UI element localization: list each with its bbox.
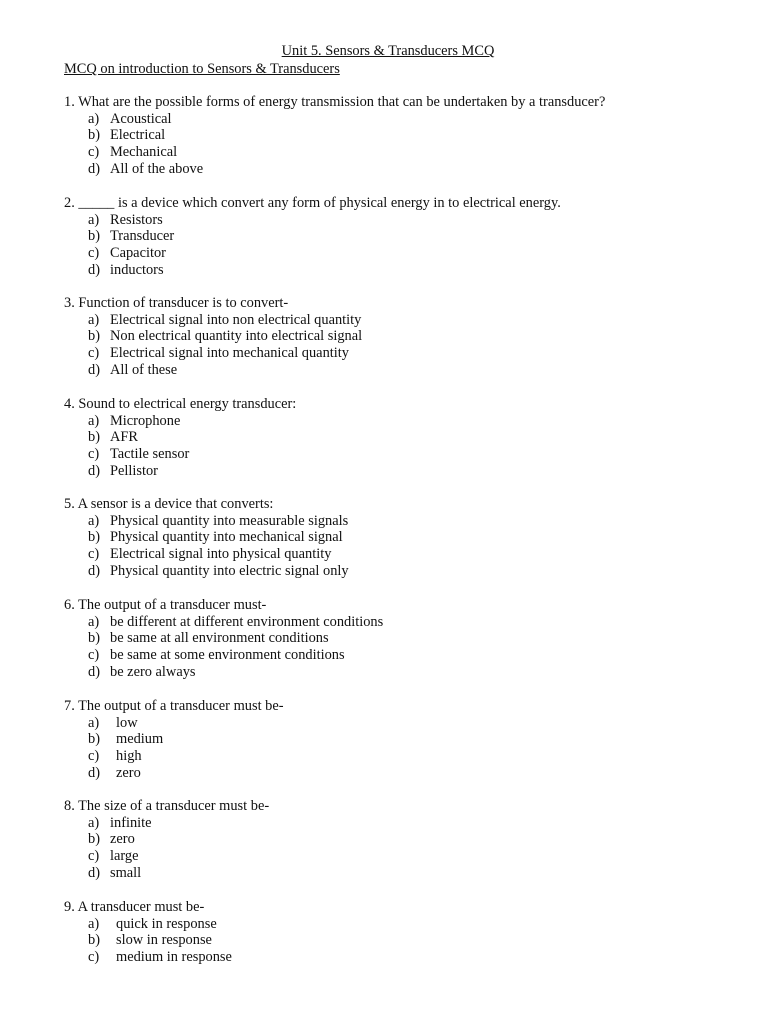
question-text: 2. _____ is a device which convert any form of physical energy in to electrical energy.	[64, 195, 561, 211]
question-text: 4. Sound to electrical energy transducer:	[64, 396, 297, 412]
option-text: Pellistor	[110, 462, 158, 479]
option-letter: d)	[88, 864, 100, 881]
option-text: quick in response	[116, 915, 217, 932]
option-list	[64, 916, 232, 966]
question-7	[64, 698, 284, 782]
option-c	[64, 446, 296, 463]
option-text: Acoustical	[110, 110, 172, 127]
option-text: infinite	[110, 814, 152, 831]
option-letter: c)	[88, 345, 100, 362]
option-text: Physical quantity into mechanical signal	[110, 529, 343, 546]
option-b	[64, 228, 561, 245]
option-d	[64, 865, 269, 882]
option-text: large	[110, 848, 139, 865]
option-b	[64, 831, 269, 848]
question-6	[64, 597, 383, 681]
option-text: zero	[110, 831, 135, 848]
option-letter: b)	[88, 831, 100, 848]
option-text: inductors	[110, 261, 164, 278]
option-a	[64, 513, 349, 530]
option-text: Electrical signal into non electrical quantity	[110, 311, 362, 328]
option-text: Capacitor	[110, 245, 166, 262]
option-c	[64, 647, 383, 664]
option-letter: b)	[88, 127, 100, 144]
option-c	[64, 245, 561, 262]
option-letter: a)	[88, 512, 100, 529]
option-letter: d)	[88, 462, 100, 479]
option-letter: b)	[88, 328, 100, 345]
question-3	[64, 295, 362, 379]
option-text: small	[110, 864, 142, 881]
option-text: AFR	[110, 429, 138, 446]
option-letter: b)	[88, 630, 100, 647]
option-letter: a)	[88, 311, 100, 328]
option-letter: b)	[88, 731, 100, 748]
option-letter: d)	[88, 361, 100, 378]
option-text: high	[116, 748, 142, 765]
option-d	[64, 463, 296, 480]
question-text: 6. The output of a transducer must-	[64, 597, 267, 613]
question-8	[64, 798, 269, 882]
option-b	[64, 127, 605, 144]
option-letter: b)	[88, 429, 100, 446]
option-text: Microphone	[110, 412, 181, 429]
option-d	[64, 362, 362, 379]
question-text: 7. The output of a transducer must be-	[64, 698, 284, 714]
option-list	[64, 212, 561, 279]
option-text: Electrical signal into mechanical quantity	[110, 345, 349, 362]
option-d	[64, 161, 605, 178]
option-letter: a)	[88, 412, 100, 429]
option-b	[64, 731, 284, 748]
option-letter: c)	[88, 245, 100, 262]
option-text: Electrical signal into physical quantity	[110, 546, 332, 563]
question-text: 8. The size of a transducer must be-	[64, 798, 270, 814]
option-c	[64, 546, 349, 563]
question-5	[64, 496, 349, 580]
option-b	[64, 932, 232, 949]
option-letter: a)	[88, 613, 100, 630]
option-d	[64, 262, 561, 279]
option-letter: b)	[88, 529, 100, 546]
document-subtitle: MCQ on introduction to Sensors & Transducers	[64, 61, 340, 77]
option-b	[64, 429, 296, 446]
option-c	[64, 144, 605, 161]
option-list	[64, 715, 284, 782]
option-d	[64, 664, 383, 681]
option-list	[64, 111, 605, 178]
option-text: Non electrical quantity into electrical signal	[110, 328, 363, 345]
option-text: Physical quantity into measurable signals	[110, 512, 349, 529]
option-letter: a)	[88, 211, 100, 228]
option-list	[64, 413, 296, 480]
question-text: 9. A transducer must be-	[64, 899, 205, 915]
option-text: be zero always	[110, 663, 196, 680]
option-letter: c)	[88, 144, 100, 161]
option-list	[64, 815, 269, 882]
option-text: Mechanical	[110, 144, 178, 161]
option-a	[64, 312, 362, 329]
option-letter: c)	[88, 446, 100, 463]
question-2	[64, 195, 561, 279]
option-text: low	[116, 714, 138, 731]
option-letter: d)	[88, 663, 100, 680]
option-letter: c)	[88, 647, 100, 664]
option-b	[64, 630, 383, 647]
option-letter: a)	[88, 110, 100, 127]
option-a	[64, 413, 296, 430]
option-letter: a)	[88, 814, 100, 831]
option-letter: c)	[88, 748, 100, 765]
document-title: Unit 5. Sensors & Transducers MCQ	[281, 43, 495, 59]
option-letter: d)	[88, 562, 100, 579]
option-letter: d)	[88, 160, 100, 177]
option-a	[64, 212, 561, 229]
option-a	[64, 815, 269, 832]
option-c	[64, 848, 269, 865]
option-c	[64, 949, 232, 966]
option-text: slow in response	[116, 932, 212, 949]
option-text: All of the above	[110, 160, 204, 177]
option-list	[64, 312, 362, 379]
option-d	[64, 765, 284, 782]
option-text: Transducer	[110, 228, 175, 245]
option-text: Physical quantity into electric signal only	[110, 562, 349, 579]
option-text: medium	[116, 731, 164, 748]
option-a	[64, 614, 383, 631]
option-list	[64, 614, 383, 681]
question-text: 1. What are the possible forms of energy transmission that can be undertaken by a transducer?	[64, 94, 606, 110]
option-d	[64, 563, 349, 580]
option-list	[64, 513, 349, 580]
option-letter: b)	[88, 228, 100, 245]
question-9	[64, 899, 232, 966]
question-1	[64, 94, 605, 178]
option-text: be different at different environment conditions	[110, 613, 384, 630]
option-letter: d)	[88, 261, 100, 278]
option-text: Electrical	[110, 127, 166, 144]
option-text: Resistors	[110, 211, 163, 228]
option-a	[64, 916, 232, 933]
option-letter: c)	[88, 546, 100, 563]
option-c	[64, 748, 284, 765]
option-c	[64, 345, 362, 362]
option-a	[64, 111, 605, 128]
option-a	[64, 715, 284, 732]
option-text: Tactile sensor	[110, 446, 190, 463]
option-b	[64, 529, 349, 546]
option-letter: d)	[88, 764, 100, 781]
question-4	[64, 396, 296, 480]
option-text: be same at all environment conditions	[110, 630, 329, 647]
option-letter: a)	[88, 714, 100, 731]
option-letter: c)	[88, 848, 100, 865]
option-letter: a)	[88, 915, 100, 932]
option-text: be same at some environment conditions	[110, 647, 345, 664]
question-text: 5. A sensor is a device that converts:	[64, 496, 274, 512]
option-text: zero	[116, 764, 141, 781]
option-b	[64, 328, 362, 345]
option-letter: b)	[88, 932, 100, 949]
option-text: All of these	[110, 361, 178, 378]
option-letter: c)	[88, 949, 100, 966]
option-text: medium in response	[116, 949, 232, 966]
question-text: 3. Function of transducer is to convert-	[64, 295, 289, 311]
